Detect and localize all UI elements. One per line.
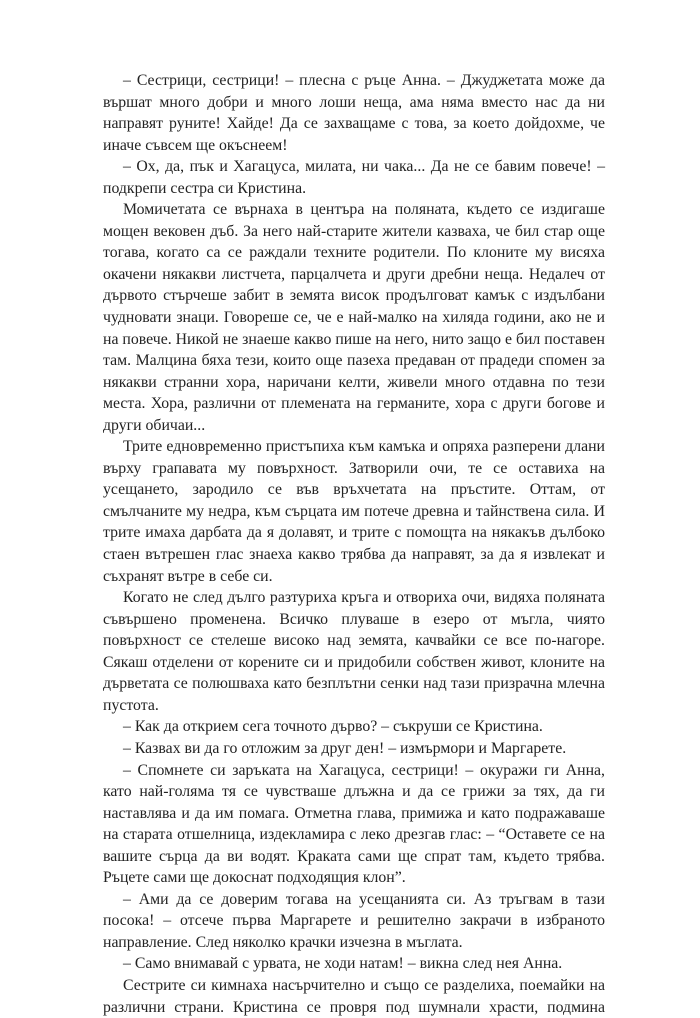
paragraph: – Ами да се доверим тогава на усещанията си. Аз тръгвам в тази посока! – отсече първа Маргарете и решително закрачи в избраното направление. След няколко крачки изчезна в мъглата. — [103, 890, 605, 951]
paragraph: – Казвах ви да го отложим за друг ден! – измърмори и Маргарете. — [123, 739, 567, 757]
page-text — [103, 70, 605, 1018]
paragraph: – Само внимавай с урвата, не ходи натам! – викна след нея Анна. — [123, 955, 563, 973]
paragraph: Когато не след дълго разтуриха кръга и отвориха очи, видяха поляната съвършено променена. Всичко плуваше в езеро от мъгла, чиято повърхност се стелеше високо над земята, качвайки се все по-нагоре. Сякаш отделени от корените си и придобили собствен живот, клоните на дърветата се полюшваха като безплътни сенки над тази призрачна млечна пустота. — [103, 589, 605, 714]
paragraph: – Как да открием сега точното дърво? – съкруши се Кристина. — [123, 718, 543, 736]
paragraph: – Сестрици, сестрици! – плесна с ръце Анна. – Джуджетата може да вършат много добри и много лоши неща, ама няма вместо нас да ни направят руните! Хайде! Да се захващаме с това, за което дойдохме, че иначе съвсем ще окъснеем! — [103, 72, 605, 154]
paragraph: Момичетата се върнаха в центъра на поляната, където се издигаше мощен вековен дъб. За него най-старите жители казваха, че бил стар още тогава, когато са се раждали техните родители. По клоните му висяха окачени някакви листчета, парцалчета и други дребни неща. Недалеч от дървото стърчеше забит в земята висок продълговат камък с издълбани чудновати знаци. Говореше се, че е най-малко на хиляда години, ако не и на повече. Никой не знаеше какво пише на него, нито защо е бил поставен там. Малцина бяха тези, които още пазеха предаван от прадеди спомен за някакви странни хора, наричани келти, живели много отдавна по тези места. Хора, различни от племената на германите, хора с други богове и други обичаи... — [103, 201, 605, 434]
paragraph: – Ох, да, пък и Хагацуса, милата, ни чака... Да не се бавим повече! – подкрепи сестра си Кристина. — [103, 158, 605, 197]
paragraph: Сестрите си кимнаха насърчително и също се разделиха, поемайки на различни страни. Кристина се провря под шумнали храсти, подмина — [103, 976, 605, 1016]
paragraph: Трите едновременно пристъпиха към камъка и опряха разперени длани върху грапавата му повърхност. Затворили очи, те се оставиха на усещането, зародило се във връхчетата на пръстите. Оттам, от смълчаните му недра, към сърцата им потече древна и тайнствена сила. И трите имаха дарбата да я долавят, и трите с помощта на някакъв дълбоко стаен вътрешен глас знаеха какво трябва да направят, за да я извлекат и съхранят вътре в себе си. — [103, 438, 605, 585]
paragraph: – Спомнете си заръката на Хагацуса, сестрици! – окуражи ги Анна, като най-голяма тя се чувстваше длъжна и да се грижи за тях, да ги наставлява и да им помага. Отметна глава, примижа и като подражаваше на старата отшелница, издекламира с леко дрезгав глас: – “Оставете се на вашите сърца да ви водят. Краката сами ще спрат там, където трябва. Ръцете сами ще докоснат подходящия клон”. — [103, 761, 605, 887]
